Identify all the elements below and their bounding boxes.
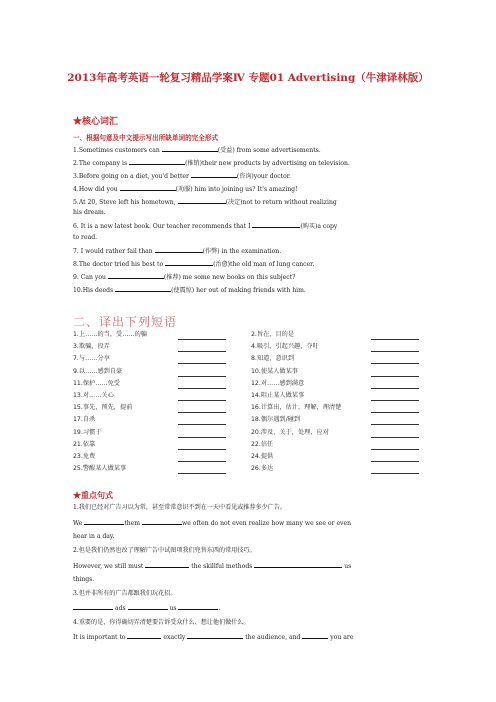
answer-blank[interactable] xyxy=(178,424,226,425)
answer-blank[interactable] xyxy=(371,412,419,413)
key-sentence-line: hear in a day. xyxy=(73,533,115,540)
exercise-line-1: 1.Sometimes customers can (受益) from some advertisements. xyxy=(73,144,433,156)
answer-blank[interactable] xyxy=(178,461,226,462)
exercise-line-6-cont: to read. xyxy=(73,234,98,241)
phrase-table xyxy=(73,330,433,476)
table-row: 15.事先，预先，提前 16.计算出，估计，理解，理清楚 xyxy=(73,403,433,415)
answer-blank[interactable] xyxy=(165,258,213,266)
table-row: 9.以……感到自豪 10.使某人做某事 xyxy=(73,367,433,379)
core-vocab-heading: ★核心词汇 xyxy=(73,117,119,127)
answer-blank[interactable] xyxy=(178,339,226,340)
exercise-line-9: 9. Can you (推荐) me some new books on this subject? xyxy=(73,271,433,283)
exercise-line-2: 2.The company is (推销)their new products by advertising on television. xyxy=(73,157,433,169)
table-row: 23.免费 24.提供 xyxy=(73,452,433,464)
key-sentences-heading: ★重点句式 xyxy=(73,490,113,500)
answer-blank[interactable] xyxy=(84,517,124,525)
answer-blank[interactable] xyxy=(371,461,419,462)
answer-blank[interactable] xyxy=(371,449,419,450)
answer-blank[interactable] xyxy=(371,363,419,364)
answer-blank[interactable] xyxy=(371,351,419,352)
table-row: 17.自杀 18.偶尔遇到/碰到 xyxy=(73,415,433,427)
answer-blank[interactable] xyxy=(187,631,243,639)
answer-blank[interactable] xyxy=(128,602,168,610)
answer-blank[interactable] xyxy=(178,473,226,474)
table-row: 1.上……的当，受……的骗 2.旨在，目的是 xyxy=(73,330,433,342)
answer-blank[interactable] xyxy=(254,560,342,568)
exercise-instruction: 一、根据句意及中文提示写出所缺单词的完全形式 xyxy=(73,134,219,142)
exercise-line-8: 8.The doctor tried his best to (治愈)the old man of lung cancer. xyxy=(73,258,433,270)
answer-blank[interactable] xyxy=(115,284,171,292)
exercise-line-7: 7. I would rather fail than (作弊) in the examination. xyxy=(73,245,433,257)
key-sentence-line: 2.但是我们仍然也改了理解广告中试图项我们兜售东西的常用技巧。 xyxy=(73,547,256,554)
key-sentence-line: However, we still must the skillful methods us xyxy=(73,560,433,572)
key-sentence-line: We them we often do not even realize how many we see or even xyxy=(73,517,433,529)
answer-blank[interactable] xyxy=(302,631,328,639)
answer-blank[interactable] xyxy=(178,376,226,377)
answer-blank[interactable] xyxy=(178,602,218,610)
key-sentence-line: It is important to exactly the audience, and you are xyxy=(73,631,433,643)
answer-blank[interactable] xyxy=(127,631,161,639)
answer-blank[interactable] xyxy=(73,602,113,610)
answer-blank[interactable] xyxy=(178,363,226,364)
table-row: 3.欺骗，投弄 4.吸引，引起兴趣，夺吁 xyxy=(73,342,433,354)
answer-blank[interactable] xyxy=(178,412,226,413)
key-sentence-line: 1.我们已经对广告习以为常，甚至常常意识不到在一天中看见或推荐多少广告。 xyxy=(73,504,287,511)
answer-blank[interactable] xyxy=(178,437,226,438)
answer-blank[interactable] xyxy=(145,560,189,568)
key-sentence-line: 3.但并非所有的广告都跟我们玩花招。 xyxy=(73,590,177,597)
answer-blank[interactable] xyxy=(108,271,164,279)
exercise-line-3: 3.Before going on a diet, you'd better (咨询)your doctor. xyxy=(73,170,433,182)
answer-blank[interactable] xyxy=(178,196,226,204)
page-title: 2013年高考英语一轮复习精品学案Ⅳ 专题01 Advertising（牛津译林版） xyxy=(67,72,429,84)
table-row: 19.习惯于 20.涉及，关于，处理，应对 xyxy=(73,428,433,440)
answer-blank[interactable] xyxy=(142,517,182,525)
answer-blank[interactable] xyxy=(178,449,226,450)
answer-blank[interactable] xyxy=(371,437,419,438)
answer-blank[interactable] xyxy=(162,144,218,152)
answer-blank[interactable] xyxy=(178,400,226,401)
phrase-translation-heading: 二、译出下列短语 xyxy=(73,315,178,329)
answer-blank[interactable] xyxy=(178,388,226,389)
table-row: 25.警醒某人做某事 26.多达 xyxy=(73,464,433,476)
answer-blank[interactable] xyxy=(371,400,419,401)
answer-blank[interactable] xyxy=(178,351,226,352)
answer-blank[interactable] xyxy=(371,473,419,474)
exercise-line-5-cont: his dream. xyxy=(73,209,106,216)
table-row: 13.对……关心 14.阻止某人做某事 xyxy=(73,391,433,403)
answer-blank[interactable] xyxy=(129,157,185,165)
answer-blank[interactable] xyxy=(371,424,419,425)
answer-blank[interactable] xyxy=(252,220,300,228)
exercise-line-6: 6. It is a new latest book. Our teacher recommends that I (购买)a copy xyxy=(73,220,433,232)
answer-blank[interactable] xyxy=(191,170,237,178)
table-row: 11.保护……免受 12.对……感到满意 xyxy=(73,379,433,391)
table-row: 7.与……分享 8.知道，意识到 xyxy=(73,354,433,366)
answer-blank[interactable] xyxy=(120,183,176,191)
answer-blank[interactable] xyxy=(371,339,419,340)
exercise-line-10: 10.His deeds (使震惊) her out of making friends with him. xyxy=(73,284,433,296)
exercise-line-4: 4.How did you (劝服) him into joining us? It's amazing! xyxy=(73,183,433,195)
table-row: 21.依靠 22.信任 xyxy=(73,440,433,452)
key-sentence-line: 4.重要的是，你得确切弄清楚要告诉受众什么、想让他们做什么。 xyxy=(73,619,250,626)
exercise-line-5: 5.At 20, Steve left his hometown, (决定)not to return without realizing xyxy=(73,196,433,208)
answer-blank[interactable] xyxy=(371,376,419,377)
answer-blank[interactable] xyxy=(155,245,203,253)
key-sentence-line: ads us . xyxy=(73,602,433,614)
key-sentence-line: things. xyxy=(73,576,95,583)
answer-blank[interactable] xyxy=(371,388,419,389)
